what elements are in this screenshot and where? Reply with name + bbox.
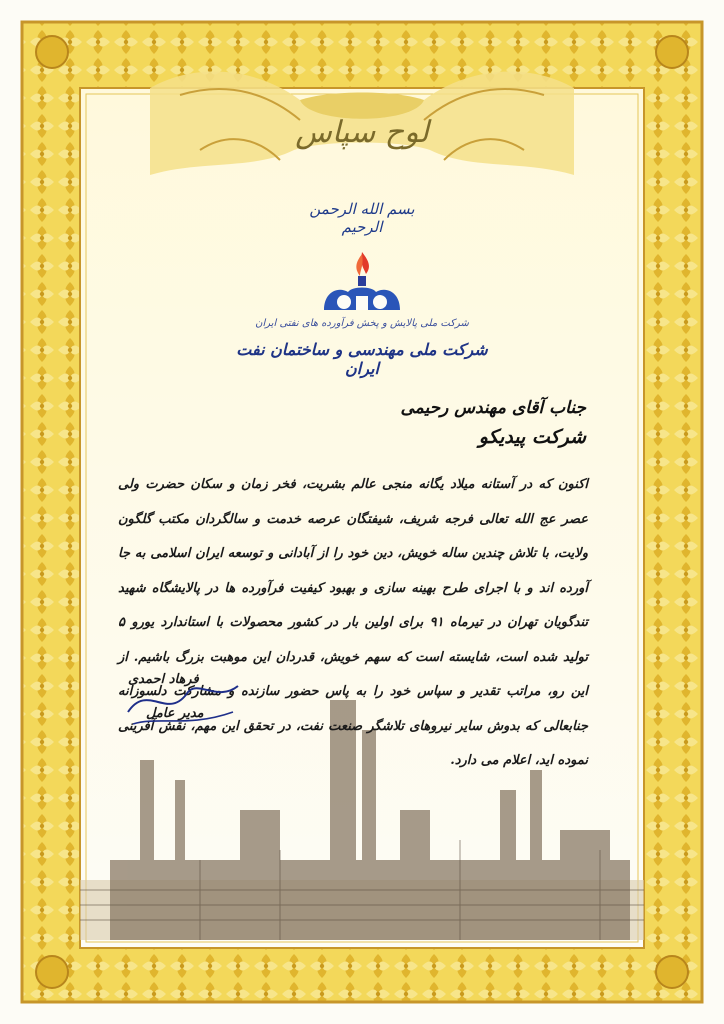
signatory-name: فرهاد احمدی: [128, 672, 199, 687]
nioc-flame-logo-icon: [318, 248, 406, 316]
signature: [118, 672, 248, 732]
organization-subtitle: شرکت ملی پالایش و پخش فرآورده های نفتی ایران: [255, 318, 469, 329]
certificate-title: لوح سپاس: [295, 115, 429, 150]
certificate-body: اکنون که در آستانه میلاد یگانه منجی عالم بشریت، فخر زمان و سکان حضرت ولی عصر عج الله تعالی فرجه شریف، شیفتگان عرصه خدمت و سالگردان مکتب گلگون ولایت، با تلاش چندین ساله خویش، دین خود را از آبادانی و توسعه ایران اسلامی به جا آورده اند و با اجرای طرح بهینه سازی و بهبود کیفیت فرآورده ها در پالایشگاه شهید تندگویان تهران در تیرماه ۹۱ برای اولین بار در کشور محصولات با استاندارد یورو ۵ تولید شده است، شایسته است که سهم خویش، قدردان این موهبت بزرگ باشیم. از این رو، مراتب تقدیر و سپاس خود را به پاس حضور سازنده و مشارکت دلسوزانه جنابعالی که بدوش سایر نیروهای تلاشگر صنعت نفت، در تحقق این مهم، نقش آفرینی نموده اید، اعلام می دارد.: [118, 477, 588, 768]
signatory-title: مدیر عامل: [146, 706, 204, 721]
organization-name: شرکت ملی مهندسی و ساختمان نفت ایران: [236, 340, 488, 378]
bismillah-calligraphy: بسم الله الرحمن الرحیم: [309, 200, 415, 236]
recipient-company: شرکت پیدیکو: [478, 426, 586, 448]
recipient-name: جناب آقای مهندس رحیمی: [400, 398, 586, 418]
